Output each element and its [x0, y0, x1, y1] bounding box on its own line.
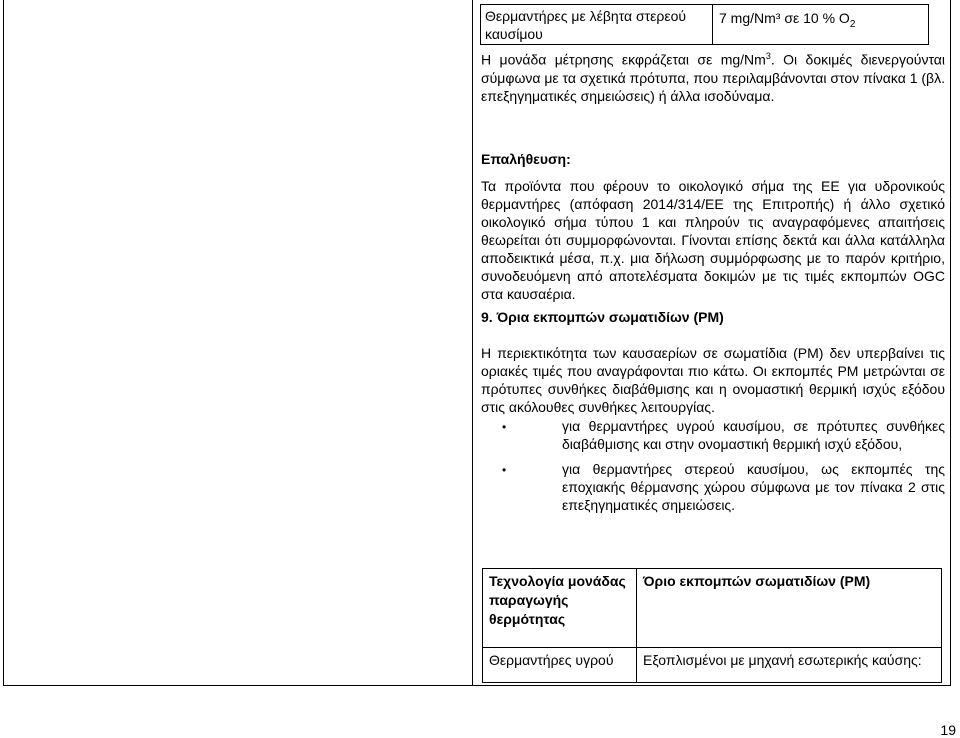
verification-heading: Επαλήθευση:: [481, 151, 571, 167]
emission-limit-table-row: [480, 4, 929, 45]
note-superscript: 3: [765, 51, 771, 61]
section-9-heading: 9. Όρια εκπομπών σωματιδίων (PM): [481, 309, 724, 325]
bullet-marker-1: •: [502, 420, 507, 434]
technology-cell: Θερμαντήρες με λέβητα στερεού καυσίμου: [481, 5, 713, 44]
table-header-technology: Τεχνολογία μονάδας παραγωγής θερμότητας: [483, 569, 637, 647]
note-text-a: Η μονάδα μέτρησης εκφράζεται σε mg/Nm: [481, 51, 766, 68]
bullet-item-liquid-fuel: για θερμαντήρες υγρού καυσίμου, σε πρότυπες συνθήκες διαβάθμισης και στην ονομαστική θερμική ισχύ εξόδου,: [562, 418, 945, 452]
table-cell-combustion-engine: Εξοπλισμένοι με μηχανή εσωτερικής καύσης:: [643, 652, 922, 668]
measurement-note-line1: [481, 47, 945, 69]
limit-value-subscript: 2: [849, 18, 856, 30]
measurement-note-rest: σύμφωνα με τα σχετικά πρότυπα, που περιλαμβάνονται στον πίνακα 1 (βλ. επεξηγηματικές σημειώσεις) ή άλλα ισοδύναμα.: [481, 69, 945, 104]
bullet-item-solid-fuel: για θερμαντήρες στερεού καυσίμου, ως εκπομπές της εποχιακής θέρμανσης χώρου σύμφωνα με τον πίνακα 2 στις επεξηγηματικές σημειώσεις.: [562, 461, 945, 513]
table-header-pm-limit: Όριο εκπομπών σωματιδίων (PM): [643, 573, 871, 589]
bullet-marker-2: •: [502, 463, 507, 477]
note-text-b: . Οι δοκιμές διενεργούνται: [770, 51, 945, 68]
pm-limits-table: [482, 568, 942, 683]
limit-value-text: 7 mg/Nm³ σε 10 % O: [719, 10, 850, 26]
limit-value-cell: [713, 5, 928, 52]
table-cell-liquid-heaters: Θερμαντήρες υγρού: [483, 648, 637, 682]
left-column: [3, 0, 473, 686]
page-number: 19: [940, 722, 956, 738]
measurement-note: [481, 47, 945, 105]
verification-body: Τα προϊόντα που φέρουν το οικολογικό σήμα της ΕΕ για υδρονικούς θερμαντήρες (απόφαση 2014/314/ΕΕ της Επιτροπής) ή άλλο σχετικό οικολογικό σήμα τύπου 1 και πληρούν τις αναγραφόμενες απαιτήσεις θεωρείται ότι συμμορφώνονται. Γίνονται επίσης δεκτά και άλλα κατάλληλα αποδεικτικά μέσα, π.χ. μια δήλωση συμμόρφωσης με το παρόν κριτήριο, συνοδευόμενη από αποτελέσματα δοκιμών με τις τιμές εκπομπών OGC στα καυσαέρια.: [481, 178, 945, 302]
section-9-body: Η περιεκτικότητα των καυσαερίων σε σωματίδια (PM) δεν υπερβαίνει τις οριακές τιμές που αναγράφονται πιο κάτω. Οι εκπομπές PM μετρώνται σε πρότυπες συνθήκες διαβάθμισης και η ονομαστική θερμική ισχύς εξόδου στις ακόλουθες συνθήκες λειτουργίας.: [481, 345, 945, 415]
